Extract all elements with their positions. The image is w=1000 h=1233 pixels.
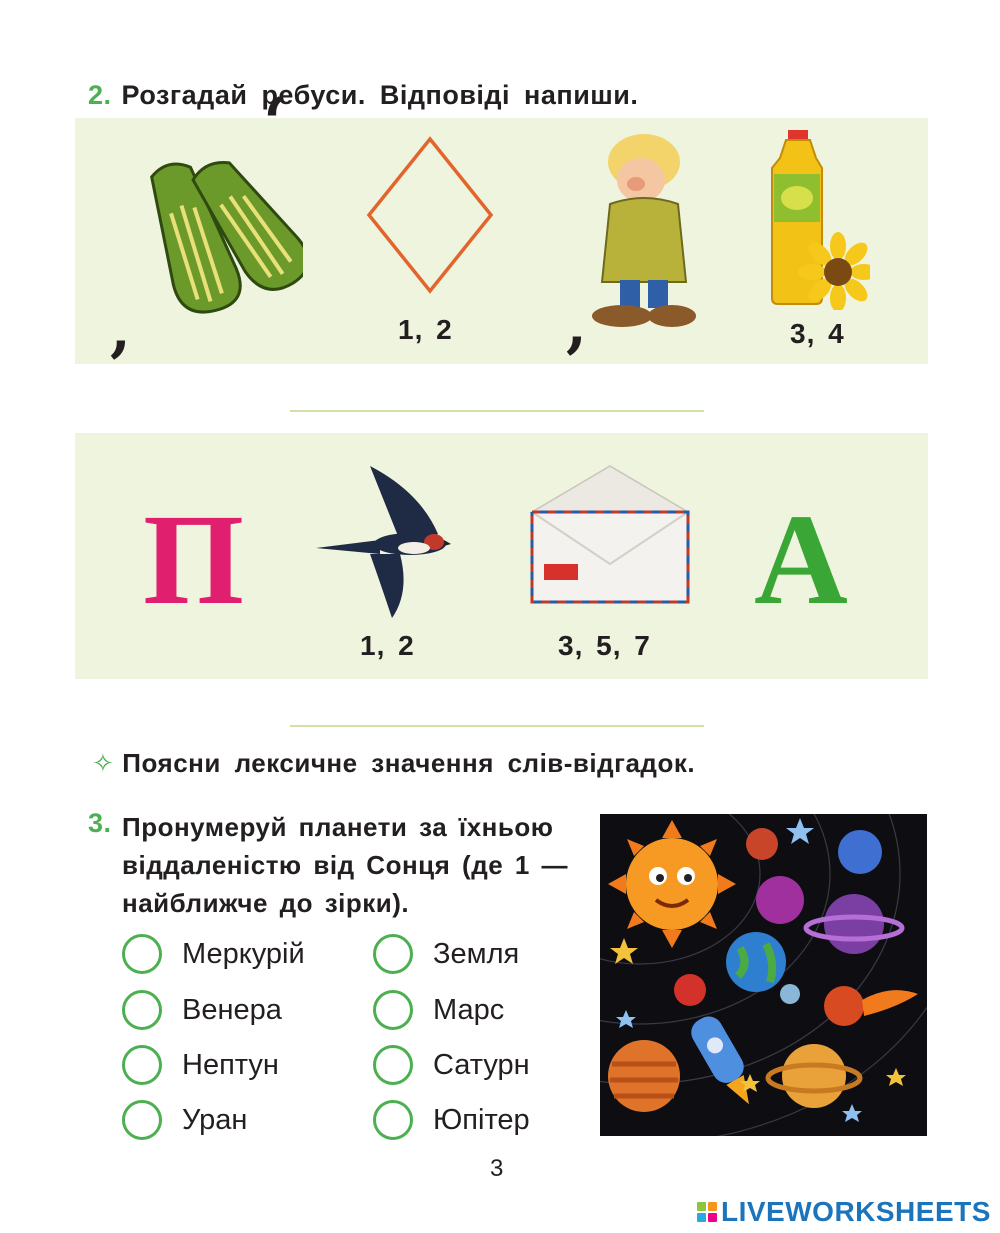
swallow-letter-label: 1, 2 [360,630,415,661]
rebus-comma-bottom: , [110,295,131,365]
envelope-letter-label: 3, 5, 7 [558,630,651,661]
answer-circle-saturn[interactable] [373,1045,413,1085]
planet-name: Юпітер [433,1103,530,1136]
answer-circle-uranus[interactable] [122,1100,162,1140]
planet-name: Меркурій [182,937,305,970]
oil-letter-label: 3, 4 [790,318,845,349]
answer-circle-jupiter[interactable] [373,1100,413,1140]
flippers-picture [138,150,303,325]
planet-name: Марс [433,993,505,1026]
explain-prompt [92,748,695,779]
planet-name: Нептун [182,1048,279,1081]
task3-line-1: Пронумеруй планети за їхньою [122,812,554,842]
option-mars [373,988,504,1032]
answer-circle-venus[interactable] [122,990,162,1030]
letter-a: А [754,488,848,632]
option-saturn [373,1043,530,1087]
task2-number: 2. [88,80,112,110]
option-venus [122,988,282,1032]
option-uranus [122,1098,247,1142]
logo-mark-icon [697,1202,717,1222]
planet-name: Сатурн [433,1048,530,1081]
option-mercury [122,932,305,976]
page-number: 3 [490,1155,504,1182]
solar-system-picture [600,814,927,1136]
answer-circle-neptune[interactable] [122,1045,162,1085]
task2-heading [88,80,638,111]
rebus-comma-top: , [262,91,283,161]
gnome-picture [586,132,702,330]
oil-bottle-picture [770,128,870,310]
option-neptune [122,1043,279,1087]
liveworksheets-logo[interactable] [697,1196,991,1228]
gnome-comma: , [566,291,587,361]
rhombus-picture [366,136,494,294]
logo-text: LIVEWORKSHEETS [721,1196,991,1227]
task3-number: 3. [88,808,112,838]
planet-name: Венера [182,993,282,1026]
rhombus-letter-label: 1, 2 [398,314,453,345]
task3-line-3: найближче до зірки). [122,888,410,918]
task2-title: Розгадай ребуси. Відповіді напиши. [121,80,639,110]
planet-name: Уран [182,1103,248,1136]
task3-line-2: віддаленістю від Сонця (де 1 — [122,850,569,880]
planet-name: Земля [433,937,520,970]
option-jupiter [373,1098,530,1142]
answer-circle-mercury[interactable] [122,934,162,974]
option-earth [373,932,519,976]
envelope-picture [528,464,692,606]
answer-line-1[interactable] [290,410,704,412]
explain-text: Поясни лексичне значення слів-відгадок. [122,748,696,778]
answer-circle-mars[interactable] [373,990,413,1030]
sparkle-icon: ✧ [92,748,115,778]
answer-line-2[interactable] [290,725,704,727]
task3-instruction [122,808,582,922]
answer-circle-earth[interactable] [373,934,413,974]
swallow-picture [310,462,452,620]
letter-p: П [143,488,245,632]
